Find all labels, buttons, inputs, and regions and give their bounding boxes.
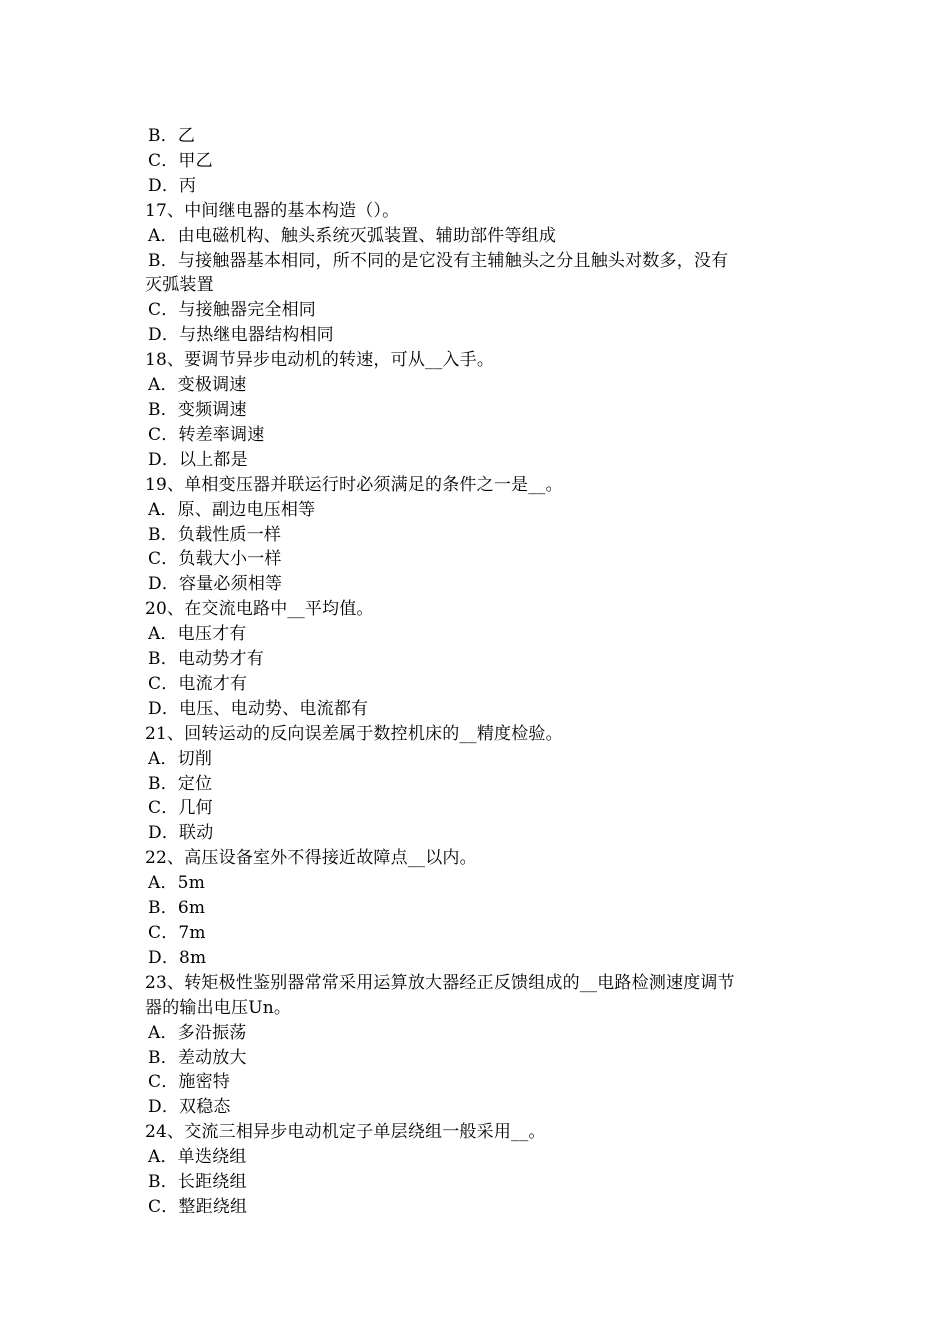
- question-text: 器的输出电压Un。: [145, 997, 292, 1018]
- answer-option: C．7m: [148, 923, 206, 943]
- question-text: 23、转矩极性鉴别器常常采用运算放大器经正反馈组成的__电路检测速度调节: [145, 972, 735, 993]
- answer-option: B．变频调速: [148, 399, 247, 420]
- answer-option: B．电动势才有: [148, 649, 264, 670]
- answer-option: B．差动放大: [148, 1047, 247, 1068]
- answer-option: C．施密特: [148, 1072, 231, 1093]
- question-list: [145, 124, 810, 1220]
- question-text: 18、要调节异步电动机的转速，可从__入手。: [145, 350, 495, 371]
- answer-option: D．与热继电器结构相同: [148, 325, 334, 346]
- answer-option: A．切削: [148, 748, 213, 769]
- answer-option: C．与接触器完全相同: [148, 300, 317, 321]
- question-text: 21、回转运动的反向误差属于数控机床的__精度检验。: [145, 723, 563, 744]
- answer-option: A．5m: [148, 873, 206, 894]
- answer-option: D．联动: [148, 823, 214, 844]
- answer-option: D．以上都是: [148, 449, 248, 470]
- answer-option: C．负载大小一样: [148, 549, 282, 570]
- question-text: 20、在交流电路中__平均值。: [145, 599, 374, 620]
- answer-option: A．单迭绕组: [148, 1147, 247, 1168]
- answer-option: B．定位: [148, 773, 213, 794]
- answer-option: A．多沿振荡: [148, 1022, 247, 1043]
- answer-option: D．8m: [148, 947, 207, 968]
- answer-option: C．甲乙: [148, 150, 213, 171]
- answer-option: D．双稳态: [148, 1097, 231, 1118]
- answer-option: A．电压才有: [148, 624, 247, 645]
- question-text: 19、单相变压器并联运行时必须满足的条件之一是__。: [145, 474, 563, 495]
- answer-option: C．整距绕组: [148, 1196, 248, 1217]
- answer-option: B．长距绕组: [148, 1172, 247, 1193]
- answer-option: D．容量必须相等: [148, 574, 283, 595]
- question-text: 22、高压设备室外不得接近故障点__以内。: [145, 848, 477, 869]
- answer-option: B．6m: [148, 898, 206, 919]
- answer-option: D．电压、电动势、电流都有: [148, 698, 369, 719]
- answer-option: B．乙: [148, 126, 196, 146]
- answer-option: B．负载性质一样: [148, 524, 282, 545]
- answer-option: A．变极调速: [148, 375, 247, 396]
- answer-option: C．电流才有: [148, 673, 248, 694]
- question-text: 灭弧装置: [145, 275, 214, 296]
- question-text: 24、交流三相异步电动机定子单层绕组一般采用__。: [145, 1122, 546, 1143]
- answer-option: D．丙: [148, 175, 197, 196]
- answer-option: B．与接触器基本相同，所不同的是它没有主辅触头之分且触头对数多，没有: [148, 250, 729, 271]
- answer-option: A．原、副边电压相等: [148, 499, 316, 520]
- answer-option: C．几何: [148, 798, 213, 819]
- answer-option: C．转差率调速: [148, 424, 265, 445]
- question-text: 17、中间继电器的基本构造（）。: [145, 200, 400, 221]
- answer-option: A．由电磁机构、触头系统灭弧装置、辅助部件等组成: [148, 225, 557, 246]
